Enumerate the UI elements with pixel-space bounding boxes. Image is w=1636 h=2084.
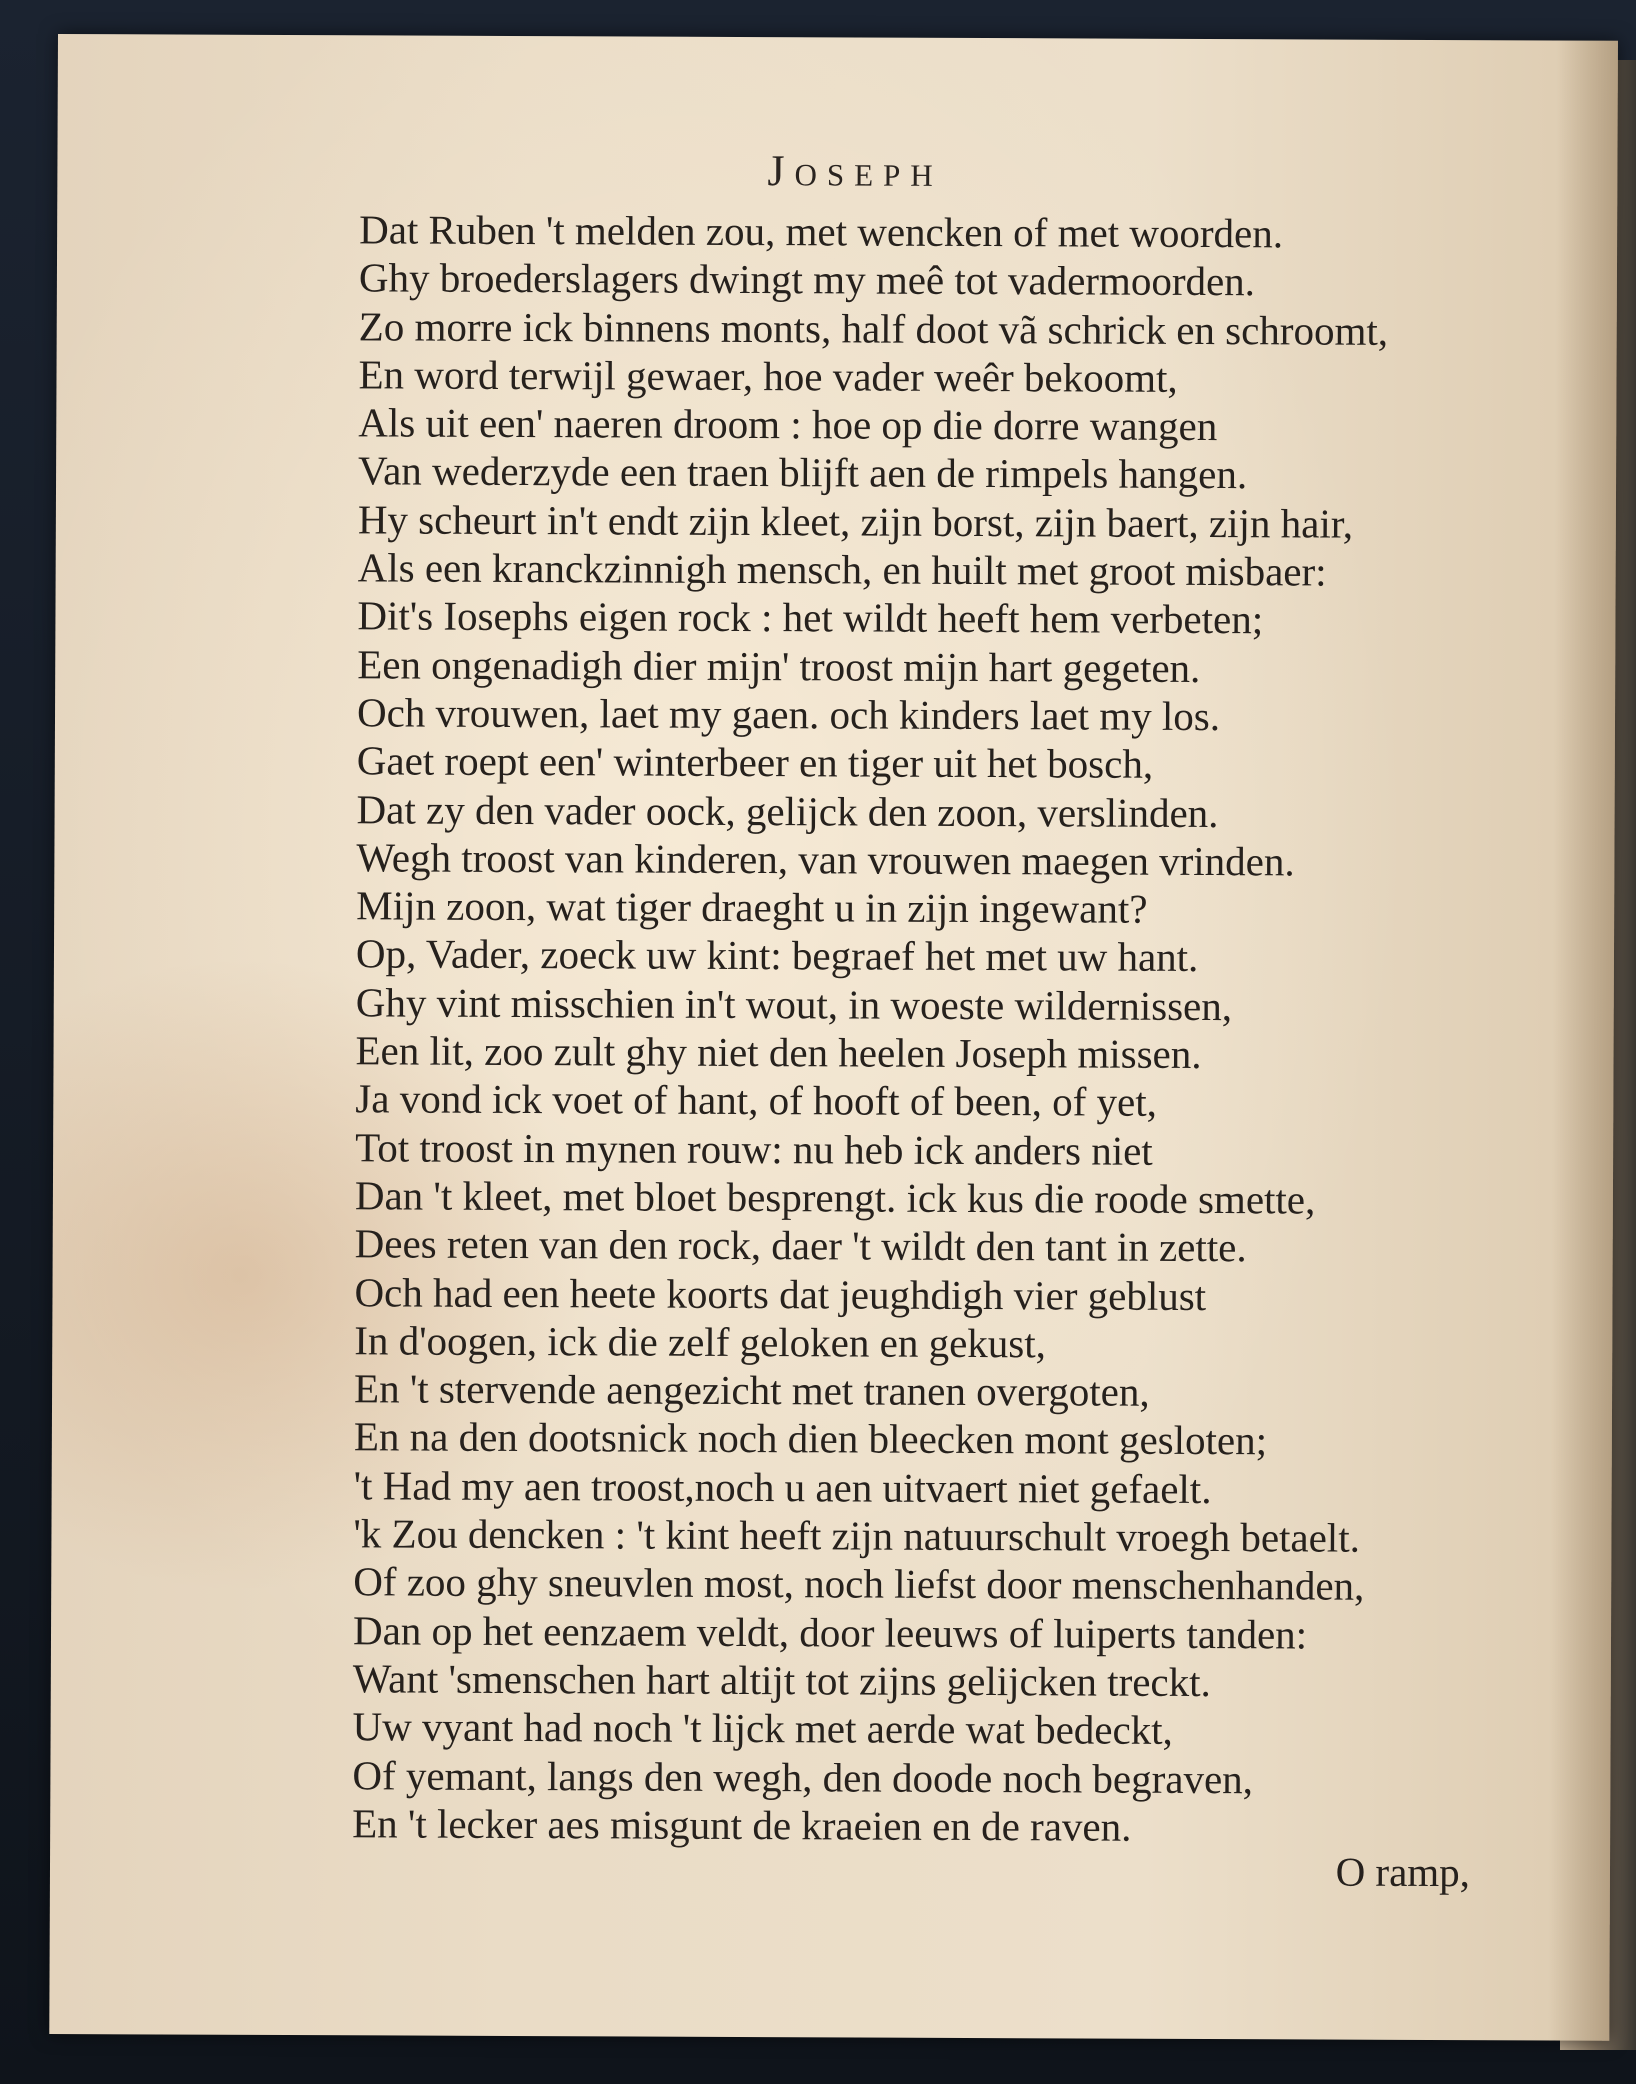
verse-line: En word terwijl gewaer, hoe vader weêr bekoomt, [358,351,1178,401]
verse-line: Och vrouwen, laet my gaen. och kinders laet my los. [356,689,1221,740]
verse-line: Mijn zoon, wat tiger draeght u in zijn ingewant? [356,882,1148,932]
verse-line: Dan op het eenzaem veldt, door leeuws of luiperts tanden: [352,1606,1308,1658]
verse-line: Want 'smenschen hart altijt tot zijns gelijcken treckt. [352,1655,1211,1705]
verse-line: Dat zy den vader oock, gelijck den zoon, verslinden. [356,785,1219,836]
verse-line: Of zoo ghy sneuvlen most, noch liefst door menschenhanden, [353,1558,1365,1610]
verse-line: Dan 't kleet, met bloet besprengt. ick kus die roode smette, [354,1172,1316,1223]
verse-line: Dat Ruben 't melden zou, met wencken of met woorden. [359,206,1284,257]
verse-text [352,205,1589,1852]
verse-line: Als een kranckzinnigh mensch, en huilt met groot misbaer: [357,544,1327,595]
verse-line: En 't stervende aengezicht met tranen overgoten, [353,1365,1150,1415]
verse-line: Gaet roept een' winterbeer en tiger uit het bosch, [356,737,1154,788]
verse-line: Op, Vader, zoeck uw kint: begraef het met uw hant. [355,930,1199,981]
verse-line: Een lit, zoo zult ghy niet den heelen Joseph missen. [355,1027,1202,1078]
catchword: O ramp, [1335,1848,1471,1896]
verse-line: In d'oogen, ick die zelf geloken en gekust, [354,1317,1047,1367]
verse-line: Zo morre ick binnens monts, half doot vã schrick en schroomt, [358,302,1389,354]
verse-line: Dees reten van den rock, daer 't wildt den tant in zette. [354,1220,1247,1271]
verse-line: En 't lecker aes misgunt de kraeien en de raven. [352,1800,1132,1850]
running-head: Joseph [767,146,943,196]
verse-line: Uw vyant had noch 't lijck met aerde wat bedeckt, [352,1703,1173,1754]
verse-line: Och had een heete koorts dat jeughdigh vier geblust [354,1268,1207,1319]
verse-line: 'k Zou dencken : 't kint heeft zijn natuurschult vroegh betaelt. [353,1510,1361,1561]
verse-line: Ghy broederslagers dwingt my meê tot vadermoorden. [358,254,1256,305]
verse-line: Hy scheurt in't endt zijn kleet, zijn borst, zijn baert, zijn hair, [357,496,1354,547]
verse-line: 't Had my aen troost,noch u aen uitvaert niet gefaelt. [353,1462,1212,1512]
verse-line: Ghy vint misschien in't wout, in woeste wildernissen, [355,979,1233,1029]
verse-line: Tot troost in mynen rouw: nu heb ick anders niet [355,1123,1153,1174]
verse-line: Van wederzyde een traen blijft aen de rimpels hangen. [357,447,1248,498]
book-page [49,34,1618,2041]
verse-line: Een ongenadigh dier mijn' troost mijn hart gegeten. [357,640,1201,691]
verse-line: Dit's Iosephs eigen rock : het wildt heeft hem verbeten; [357,592,1264,643]
verse-line: En na den dootsnick noch dien bleecken mont gesloten; [353,1413,1268,1464]
verse-line: Als uit een' naeren droom : hoe op die dorre wangen [358,399,1218,450]
verse-line: Ja vond ick voet of hant, of hooft of been, of yet, [355,1075,1158,1126]
verse-line: Of yemant, langs den wegh, den doode noch begraven, [352,1751,1254,1802]
verse-line: Wegh troost van kinderen, van vrouwen maegen vrinden. [356,834,1295,885]
